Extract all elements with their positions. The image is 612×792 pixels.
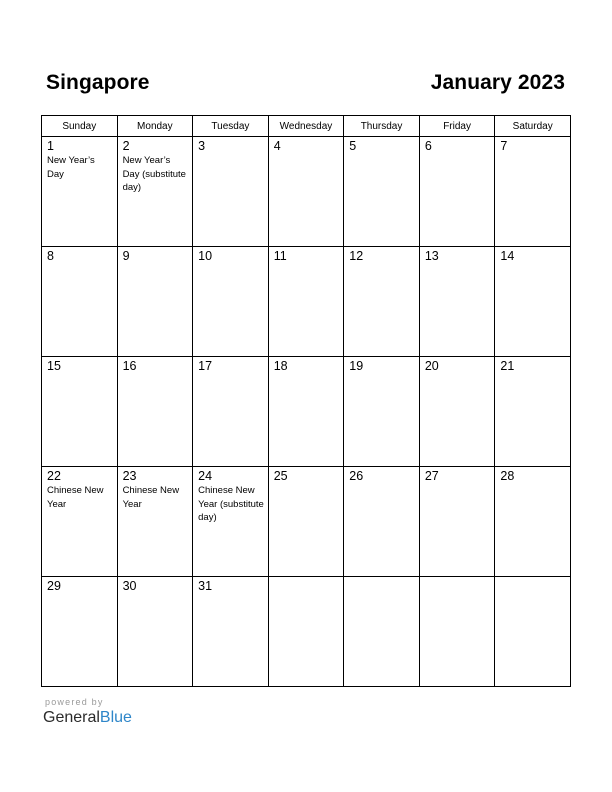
day-cell bbox=[268, 137, 344, 247]
day-cell bbox=[344, 467, 420, 577]
country-title: Singapore bbox=[46, 71, 150, 94]
month-year-title: January 2023 bbox=[430, 71, 565, 94]
day-number: 25 bbox=[273, 469, 288, 483]
day-cell bbox=[193, 247, 269, 357]
weekday-header: Sunday bbox=[42, 116, 118, 137]
week-row bbox=[42, 137, 571, 247]
calendar-grid bbox=[41, 115, 571, 687]
day-cell bbox=[495, 247, 571, 357]
day-cell bbox=[193, 467, 269, 577]
day-cell bbox=[495, 357, 571, 467]
day-number: 3 bbox=[198, 139, 206, 153]
day-number: 8 bbox=[47, 249, 54, 263]
day-cell bbox=[344, 577, 420, 687]
weekday-header: Saturday bbox=[495, 116, 571, 137]
brand-blue-text: Blue bbox=[99, 709, 132, 726]
day-number: 14 bbox=[500, 249, 515, 263]
day-number: 6 bbox=[424, 139, 432, 153]
week-row bbox=[42, 577, 571, 687]
holiday-label: Chinese New Year (substitute day) bbox=[198, 485, 264, 523]
holiday-label: New Year’s Day bbox=[47, 155, 95, 180]
day-number: 31 bbox=[198, 579, 213, 593]
day-cell bbox=[419, 357, 495, 467]
day-cell bbox=[268, 357, 344, 467]
day-cell bbox=[268, 247, 344, 357]
holiday-label: New Year’s Day (substitute day) bbox=[122, 155, 186, 193]
day-number: 26 bbox=[349, 469, 364, 483]
day-number: 15 bbox=[47, 359, 61, 373]
day-number: 11 bbox=[273, 249, 287, 263]
day-number: 9 bbox=[122, 249, 130, 263]
day-cell bbox=[344, 137, 420, 247]
brand-general-text: General bbox=[43, 709, 100, 726]
day-cell bbox=[419, 137, 495, 247]
day-number: 23 bbox=[122, 469, 137, 483]
weekday-header: Tuesday bbox=[193, 116, 269, 137]
day-number: 27 bbox=[424, 469, 439, 483]
holiday-label: Chinese New Year bbox=[47, 485, 104, 510]
day-number: 22 bbox=[47, 469, 61, 483]
week-row bbox=[42, 247, 571, 357]
day-number: 4 bbox=[273, 139, 281, 153]
day-number: 10 bbox=[198, 249, 213, 263]
day-cell bbox=[42, 467, 118, 577]
day-number: 7 bbox=[500, 139, 508, 153]
day-number: 1 bbox=[47, 139, 54, 153]
day-cell bbox=[42, 137, 118, 247]
weekday-header: Wednesday bbox=[268, 116, 344, 137]
week-row bbox=[42, 357, 571, 467]
day-cell bbox=[193, 137, 269, 247]
powered-by-text: powered by bbox=[45, 697, 104, 707]
day-cell bbox=[344, 247, 420, 357]
day-cell bbox=[268, 577, 344, 687]
day-number: 19 bbox=[349, 359, 364, 373]
weekday-header-row bbox=[42, 116, 571, 137]
weekday-header: Thursday bbox=[344, 116, 420, 137]
day-cell bbox=[344, 357, 420, 467]
weekday-header: Friday bbox=[419, 116, 495, 137]
day-number: 17 bbox=[198, 359, 213, 373]
day-cell bbox=[117, 247, 193, 357]
day-number: 29 bbox=[47, 579, 61, 593]
day-cell bbox=[495, 577, 571, 687]
day-cell bbox=[42, 247, 118, 357]
weekday-header: Monday bbox=[117, 116, 193, 137]
day-number: 13 bbox=[424, 249, 439, 263]
day-cell bbox=[42, 357, 118, 467]
day-number: 24 bbox=[198, 469, 213, 483]
day-cell bbox=[117, 467, 193, 577]
day-cell bbox=[42, 577, 118, 687]
day-number: 18 bbox=[273, 359, 288, 373]
day-number: 21 bbox=[500, 359, 515, 373]
day-cell bbox=[117, 137, 193, 247]
day-cell bbox=[419, 577, 495, 687]
day-cell bbox=[193, 577, 269, 687]
day-cell bbox=[495, 137, 571, 247]
day-cell bbox=[419, 467, 495, 577]
day-cell bbox=[193, 357, 269, 467]
week-row bbox=[42, 467, 571, 577]
day-cell bbox=[419, 247, 495, 357]
footer-branding bbox=[43, 697, 132, 728]
day-number: 28 bbox=[500, 469, 515, 483]
day-number: 2 bbox=[122, 139, 130, 153]
day-number: 30 bbox=[122, 579, 137, 593]
day-number: 16 bbox=[122, 359, 137, 373]
day-number: 12 bbox=[349, 249, 364, 263]
day-cell bbox=[268, 467, 344, 577]
day-cell bbox=[117, 357, 193, 467]
generalblue-logo[interactable] bbox=[43, 708, 132, 728]
day-cell bbox=[117, 577, 193, 687]
day-number: 5 bbox=[349, 139, 357, 153]
day-number: 20 bbox=[424, 359, 439, 373]
holiday-label: Chinese New Year bbox=[122, 485, 180, 510]
day-cell bbox=[495, 467, 571, 577]
